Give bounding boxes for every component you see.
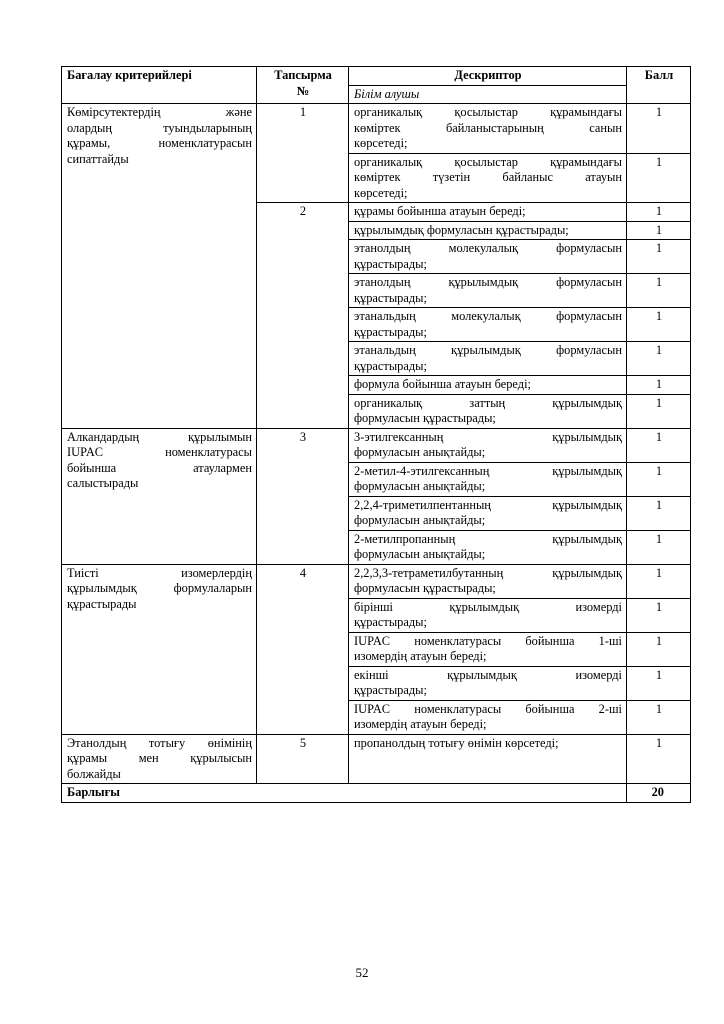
descriptor-score: 1 xyxy=(627,153,691,203)
descriptor-line: көрсетеді; xyxy=(354,185,408,200)
descriptor-line: пропанолдың тотығу өнімін көрсетеді; xyxy=(354,735,559,750)
criteria-line: IUPAC номенклатурасы xyxy=(67,445,252,459)
descriptor-line: формуласын анықтайды; xyxy=(354,513,486,527)
header-criteria: Бағалау критерийлері xyxy=(62,67,257,104)
descriptor-line: көміртек байланыстарының санын xyxy=(354,120,622,135)
criteria-line: құрастырады xyxy=(67,596,137,611)
descriptor-text xyxy=(349,153,627,203)
total-score: 20 xyxy=(627,784,691,803)
descriptor-text xyxy=(349,221,627,240)
criteria-line: олардың туындыларының xyxy=(67,120,252,135)
descriptor-score: 1 xyxy=(627,394,691,428)
criteria-line: Көмірсутектердің және xyxy=(67,105,252,119)
criteria-cell xyxy=(62,564,257,734)
descriptor-line: құрылымдық формуласын құрастырады; xyxy=(354,222,569,237)
descriptor-line: құрастырады; xyxy=(354,290,427,305)
descriptor-text xyxy=(349,240,627,274)
header-student: Білім алушы xyxy=(349,85,627,104)
descriptor-line: IUPAC номенклатурасы бойынша 1-ші xyxy=(354,633,622,648)
descriptor-score: 1 xyxy=(627,598,691,632)
criteria-line: Тиісті изомерлердің xyxy=(67,565,252,580)
header-task-line2: № xyxy=(296,83,310,98)
descriptor-line: этанальдың құрылымдық формуласын xyxy=(354,343,622,357)
descriptor-line: 3-этилгексанның құрылымдық xyxy=(354,429,622,444)
descriptor-score: 1 xyxy=(627,734,691,784)
header-score: Балл xyxy=(627,67,691,104)
rubric-table xyxy=(61,66,691,803)
descriptor-line: формуласын анықтайды; xyxy=(354,445,486,459)
task-number: 5 xyxy=(257,734,349,784)
descriptor-line: құрастырады; xyxy=(354,324,427,339)
assessment-rubric xyxy=(61,66,690,803)
criteria-line: құрамы, номенклатурасын xyxy=(67,136,252,150)
descriptor-text xyxy=(349,632,627,666)
descriptor-text xyxy=(349,734,627,784)
descriptor-line: құрамы бойынша атауын береді; xyxy=(354,204,526,218)
descriptor-score: 1 xyxy=(627,632,691,666)
descriptor-score: 1 xyxy=(627,376,691,395)
descriptor-score: 1 xyxy=(627,462,691,496)
criteria-cell xyxy=(62,428,257,564)
descriptor-score: 1 xyxy=(627,496,691,530)
descriptor-text xyxy=(349,564,627,598)
descriptor-row xyxy=(62,734,691,784)
criteria-line: болжайды xyxy=(67,766,121,781)
descriptor-score: 1 xyxy=(627,221,691,240)
criteria-line: Этанолдың тотығу өнімінің xyxy=(67,735,252,750)
descriptor-line: этанолдың құрылымдық формуласын xyxy=(354,275,622,289)
descriptor-score: 1 xyxy=(627,240,691,274)
header-descriptor: Дескриптор xyxy=(349,67,627,86)
criteria-cell xyxy=(62,734,257,784)
task-number: 3 xyxy=(257,428,349,564)
descriptor-line: 2,2,3,3-тетраметилбутанның құрылымдық xyxy=(354,565,622,580)
criteria-line: құрамы мен құрылысын xyxy=(67,751,252,765)
descriptor-score: 1 xyxy=(627,428,691,462)
task-number: 4 xyxy=(257,564,349,734)
descriptor-line: құрастырады; xyxy=(354,256,427,271)
descriptor-row xyxy=(62,104,691,154)
descriptor-text xyxy=(349,496,627,530)
header-task-line1: Тапсырма xyxy=(274,68,332,82)
descriptor-line: екінші құрылымдық изомерді xyxy=(354,667,622,682)
descriptor-score: 1 xyxy=(627,666,691,700)
descriptor-line: 2-метилпропанның құрылымдық xyxy=(354,531,622,546)
descriptor-line: формула бойынша атауын береді; xyxy=(354,377,531,391)
descriptor-line: органикалық қосылыстар құрамындағы xyxy=(354,105,622,119)
descriptor-line: изомердің атауын береді; xyxy=(354,717,487,731)
descriptor-text xyxy=(349,376,627,395)
criteria-line: салыстырады xyxy=(67,476,139,490)
descriptor-line: органикалық заттың құрылымдық xyxy=(354,395,622,410)
criteria-line: бойынша атаулармен xyxy=(67,460,252,475)
total-label: Барлығы xyxy=(62,784,627,803)
descriptor-score: 1 xyxy=(627,203,691,222)
header-row xyxy=(62,67,691,86)
descriptor-row xyxy=(62,428,691,462)
descriptor-score: 1 xyxy=(627,564,691,598)
descriptor-line: изомердің атауын береді; xyxy=(354,649,487,663)
descriptor-line: 2-метил-4-этилгексанның құрылымдық xyxy=(354,463,622,478)
task-number: 1 xyxy=(257,104,349,203)
descriptor-line: көміртек түзетін байланыс атауын xyxy=(354,170,622,184)
descriptor-score: 1 xyxy=(627,274,691,308)
descriptor-line: формуласын анықтайды; xyxy=(354,547,486,561)
descriptor-line: формуласын құрастырады; xyxy=(354,581,496,595)
descriptor-text xyxy=(349,104,627,154)
task-number: 2 xyxy=(257,203,349,429)
descriptor-line: этанолдың молекулалық формуласын xyxy=(354,241,622,255)
descriptor-line: формуласын құрастырады; xyxy=(354,411,496,425)
rubric-body xyxy=(62,104,691,784)
criteria-line: Алкандардың құрылымын xyxy=(67,429,252,444)
descriptor-text xyxy=(349,274,627,308)
descriptor-score: 1 xyxy=(627,700,691,734)
descriptor-line: құрастырады; xyxy=(354,358,427,373)
descriptor-text xyxy=(349,342,627,376)
descriptor-line: көрсетеді; xyxy=(354,136,408,150)
descriptor-text xyxy=(349,598,627,632)
descriptor-text xyxy=(349,203,627,222)
descriptor-score: 1 xyxy=(627,342,691,376)
header-task xyxy=(257,67,349,104)
descriptor-line: формуласын анықтайды; xyxy=(354,479,486,493)
descriptor-text xyxy=(349,428,627,462)
criteria-line: құрылымдық формулаларын xyxy=(67,581,252,595)
descriptor-text xyxy=(349,700,627,734)
descriptor-line: құрастырады; xyxy=(354,683,427,697)
descriptor-text xyxy=(349,530,627,564)
descriptor-line: 2,2,4-триметилпентанның құрылымдық xyxy=(354,497,622,512)
criteria-line: сипаттайды xyxy=(67,151,129,166)
criteria-cell xyxy=(62,104,257,429)
descriptor-line: бірінші құрылымдық изомерді xyxy=(354,599,622,614)
descriptor-text xyxy=(349,394,627,428)
descriptor-line: құрастырады; xyxy=(354,615,427,629)
descriptor-row xyxy=(62,564,691,598)
descriptor-line: IUPAC номенклатурасы бойынша 2-ші xyxy=(354,701,622,716)
descriptor-score: 1 xyxy=(627,104,691,154)
page-number: 52 xyxy=(355,965,369,980)
descriptor-text xyxy=(349,666,627,700)
total-row xyxy=(62,784,691,803)
descriptor-text xyxy=(349,308,627,342)
descriptor-line: этанальдың молекулалық формуласын xyxy=(354,309,622,323)
descriptor-score: 1 xyxy=(627,530,691,564)
descriptor-score: 1 xyxy=(627,308,691,342)
descriptor-text xyxy=(349,462,627,496)
descriptor-line: органикалық қосылыстар құрамындағы xyxy=(354,154,622,169)
